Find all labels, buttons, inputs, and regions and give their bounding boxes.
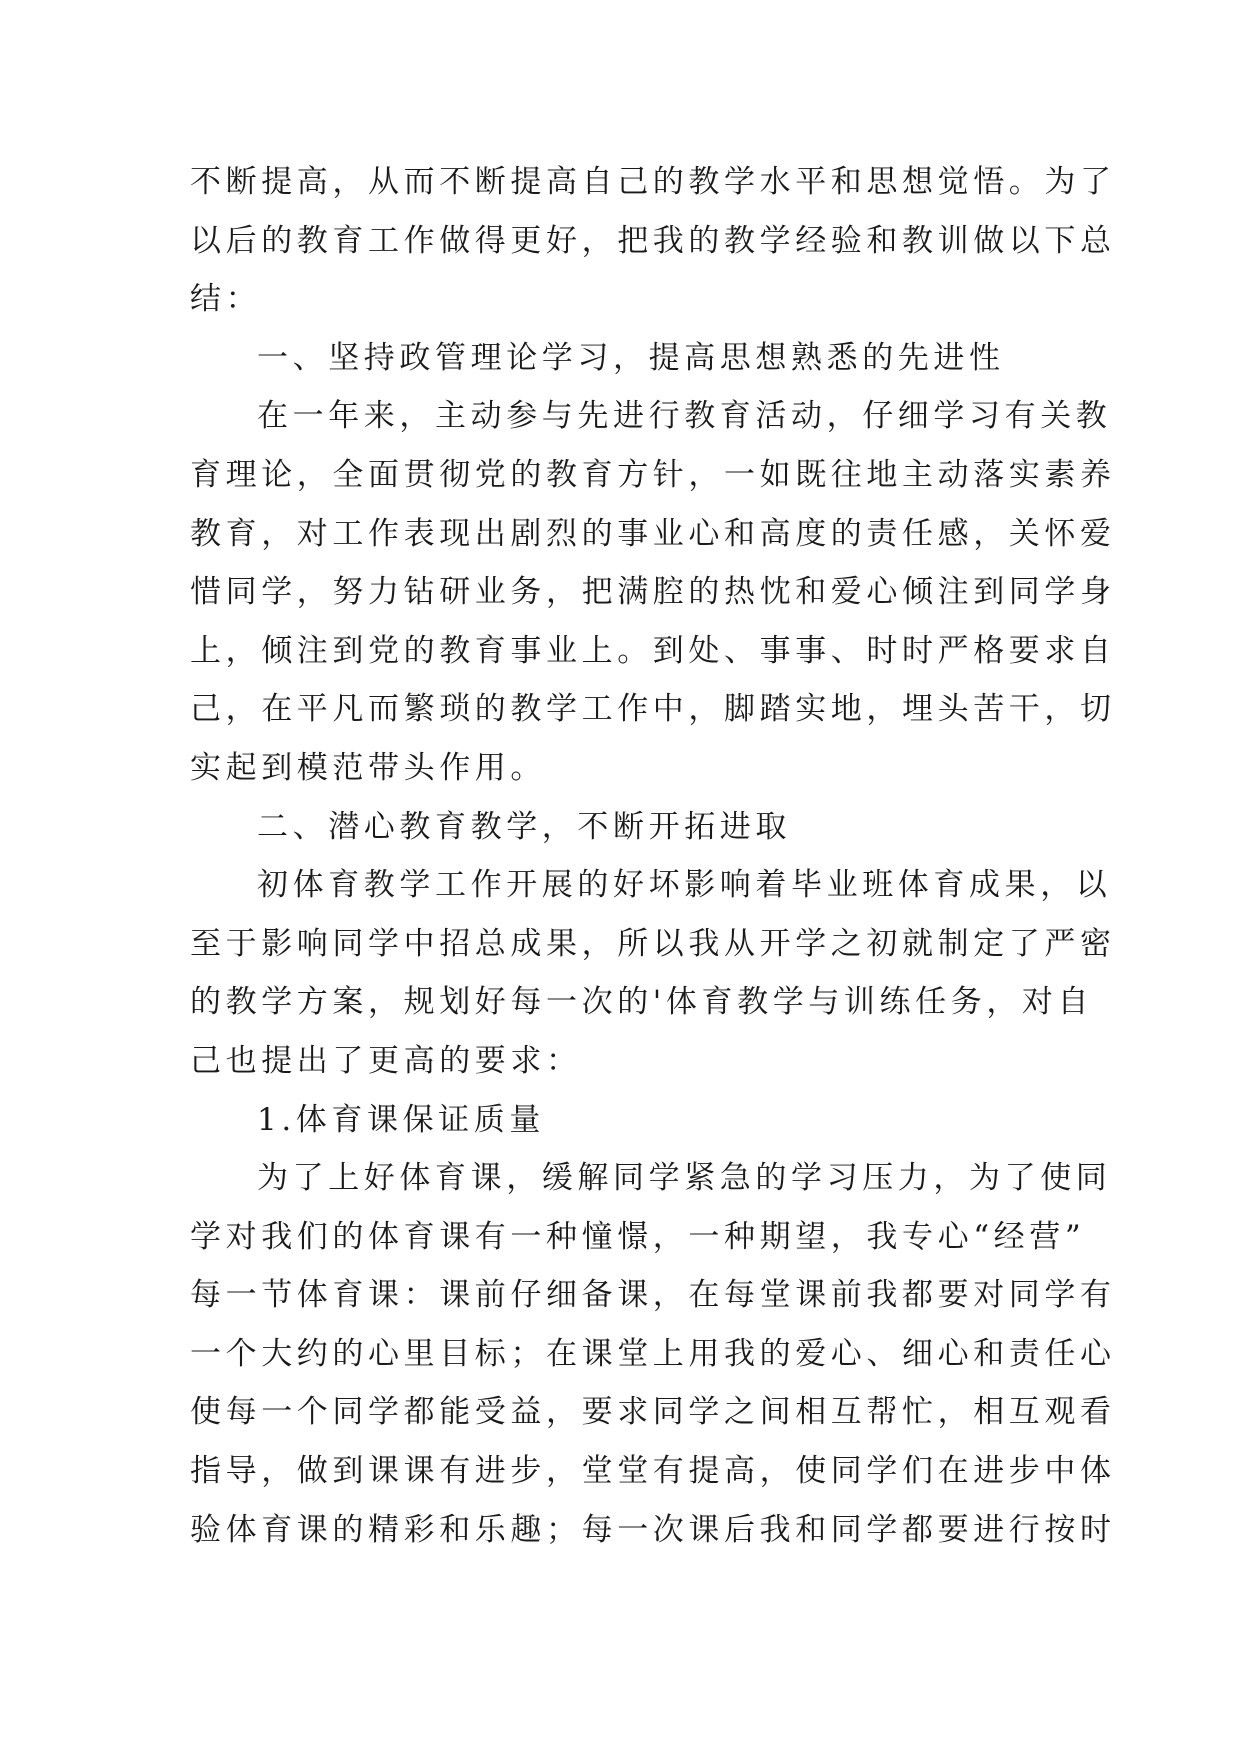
text-line: 至于影响同学中招总成果，所以我从开学之初就制定了严密 — [190, 925, 1116, 962]
text-line: 教育，对工作表现出剧烈的事业心和高度的责任感，关怀爱 — [190, 515, 1116, 552]
text-line: 指导，做到课课有进步，堂堂有提高，使同学们在进步中体 — [190, 1453, 1116, 1490]
text-line: 为了上好体育课，缓解同学紧急的学习压力，为了使同 — [257, 1160, 1112, 1197]
text-line: 以后的教育工作做得更好，把我的教学经验和教训做以下总 — [190, 222, 1116, 259]
section-heading: 二、潜心教育教学，不断开拓进取 — [257, 808, 791, 845]
text-line: 上，倾注到党的教育事业上。到处、事事、时时严格要求自 — [190, 632, 1116, 669]
text-line: 验体育课的精彩和乐趣；每一次课后我和同学都要进行按时 — [190, 1511, 1116, 1548]
section-heading: 一、坚持政管理论学习，提高思想熟悉的先进性 — [257, 339, 1005, 376]
document-body — [190, 153, 1116, 1559]
text-line: 实起到模范带头作用。 — [190, 749, 546, 786]
text-line: 己也提出了更高的要求： — [190, 1042, 582, 1079]
text-line: 不断提高，从而不断提高自己的教学水平和思想觉悟。为了 — [190, 164, 1116, 200]
text-line: 学对我们的体育课有一种憧憬，一种期望，我专心“经营” — [190, 1218, 1086, 1255]
text-line: 使每一个同学都能受益，要求同学之间相互帮忙，相互观看 — [190, 1394, 1116, 1431]
text-line: 一个大约的心里目标；在课堂上用我的爱心、细心和责任心 — [190, 1335, 1116, 1372]
text-line: 结： — [190, 281, 262, 318]
text-line: 惜同学，努力钻研业务，把满腔的热忱和爱心倾注到同学身 — [190, 574, 1116, 611]
text-line: 己，在平凡而繁琐的教学工作中，脚踏实地，埋头苦干，切 — [190, 691, 1116, 728]
text-line: 在一年来，主动参与先进行教育活动，仔细学习有关教 — [257, 398, 1112, 435]
text-line: 初体育教学工作开展的好坏影响着毕业班体育成果，以 — [257, 867, 1112, 904]
text-line: 的教学方案，规划好每一次的'体育教学与训练任务，对自 — [190, 984, 1094, 1021]
text-line: 每一节体育课：课前仔细备课，在每堂课前我都要对同学有 — [190, 1277, 1116, 1314]
text-line: 育理论，全面贯彻党的教育方针，一如既往地主动落实素养 — [190, 456, 1116, 493]
subsection-heading: 1.体育课保证质量 — [257, 1101, 545, 1138]
